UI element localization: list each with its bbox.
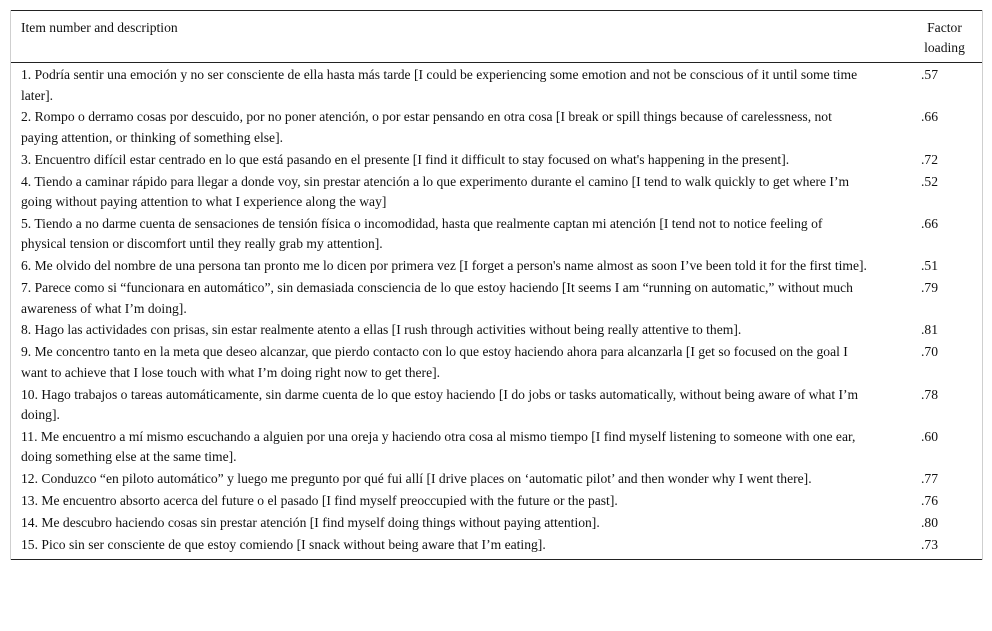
item-factor-loading: .73 — [921, 536, 938, 552]
table-row — [11, 172, 982, 213]
item-description: 15. Pico sin ser consciente de que estoy comiendo [I snack without being aware that I’m eating]. — [21, 536, 546, 552]
table-bottom-rule — [11, 559, 982, 560]
item-factor-loading: .51 — [921, 258, 938, 274]
item-factor-loading: .76 — [921, 493, 938, 509]
item-description: 7. Parece como si “funcionara en automático”, sin demasiada consciencia de lo que estoy haciendo [It seems I am “running on automatic,” without much awareness of what I’m doing]. — [21, 280, 853, 316]
item-description: 5. Tiendo a no darme cuenta de sensaciones de tensión física o incomodidad, hasta que realmente captan mi atención [I tend not to notice feeling of physical tension or discomfort until they really grab my attention]. — [21, 215, 823, 252]
item-description: 13. Me encuentro absorto acerca del future o el pasado [I find myself preoccupied with the future or the past]. — [21, 493, 618, 509]
item-factor-loading: .79 — [921, 280, 938, 296]
item-description: 9. Me concentro tanto en la meta que deseo alcanzar, que pierdo contacto con lo que estoy haciendo ahora para alcanzarla [I get so focused on the goal I want to achieve that I lose touch with what I’m doing right now to get there]. — [21, 344, 848, 380]
item-description: 2. Rompo o derramo cosas por descuido, por no poner atención, o por estar pensando en otra cosa [I break or spill things because of carelessness, not paying attention, or thinking of something else]. — [21, 109, 832, 145]
item-description: 4. Tiendo a caminar rápido para llegar a donde voy, sin prestar atención a lo que experimento durante el camino [I tend to walk quickly to get where I’m going without paying attention to what I experience along the way] — [21, 173, 850, 210]
table-row — [11, 320, 982, 341]
table-row — [11, 107, 982, 148]
item-factor-loading: .72 — [921, 151, 938, 167]
item-description: 3. Encuentro difícil estar centrado en lo que está pasando en el presente [I find it difficult to stay focused on what's happening in the present]. — [21, 151, 790, 167]
item-factor-loading: .70 — [921, 344, 938, 360]
item-factor-loading: .66 — [921, 109, 938, 125]
factor-loading-table — [10, 10, 983, 560]
header-description: Item number and description — [21, 20, 178, 35]
table-row — [11, 513, 982, 534]
table-row — [11, 256, 982, 277]
item-description: 10. Hago trabajos o tareas automáticamente, sin darme cuenta de lo que estoy haciendo [I do jobs or tasks automatically, without being aware of what I’m doing]. — [21, 386, 859, 423]
item-description: 6. Me olvido del nombre de una persona tan pronto me lo dicen por primera vez [I forget a person's name almost as soon I’ve been told it for the first time]. — [21, 258, 867, 274]
table-row — [11, 342, 982, 383]
header-factor-loading-line2: loading — [924, 40, 965, 55]
item-factor-loading: .80 — [921, 514, 938, 530]
item-factor-loading: .52 — [921, 173, 938, 189]
item-description: 1. Podría sentir una emoción y no ser consciente de ella hasta más tarde [I could be experiencing some emotion and not be conscious of it until some time later]. — [21, 67, 858, 103]
table-body — [11, 63, 982, 559]
item-factor-loading: .66 — [921, 215, 938, 231]
item-factor-loading: .81 — [921, 322, 938, 338]
item-description: 12. Conduzco “en piloto automático” y luego me pregunto por qué fui allí [I drive places on ‘automatic pilot’ and then wonder why I went there]. — [21, 471, 812, 487]
item-description: 11. Me encuentro a mí mismo escuchando a alguien por una oreja y haciendo otra cosa al mismo tiempo [I find myself listening to someone with one ear, doing something else at the same time]. — [21, 428, 856, 465]
table-row — [11, 385, 982, 426]
table-row — [11, 150, 982, 171]
item-factor-loading: .57 — [921, 67, 938, 82]
item-factor-loading: .78 — [921, 386, 938, 402]
header-factor-loading — [907, 11, 982, 62]
table-header-row — [11, 11, 982, 62]
table-row — [11, 469, 982, 490]
table-row — [11, 65, 982, 106]
item-description: 8. Hago las actividades con prisas, sin estar realmente atento a ellas [I rush through activities without being really attentive to them]. — [21, 322, 742, 338]
item-description: 14. Me descubro haciendo cosas sin prestar atención [I find myself doing things without paying attention]. — [21, 514, 600, 530]
table-row — [11, 491, 982, 512]
item-factor-loading: .77 — [921, 471, 938, 487]
table-row — [11, 427, 982, 468]
item-factor-loading: .60 — [921, 428, 938, 444]
table-row — [11, 535, 982, 556]
header-factor-loading-line1: Factor — [927, 20, 962, 35]
table-row — [11, 278, 982, 319]
table-row — [11, 214, 982, 255]
